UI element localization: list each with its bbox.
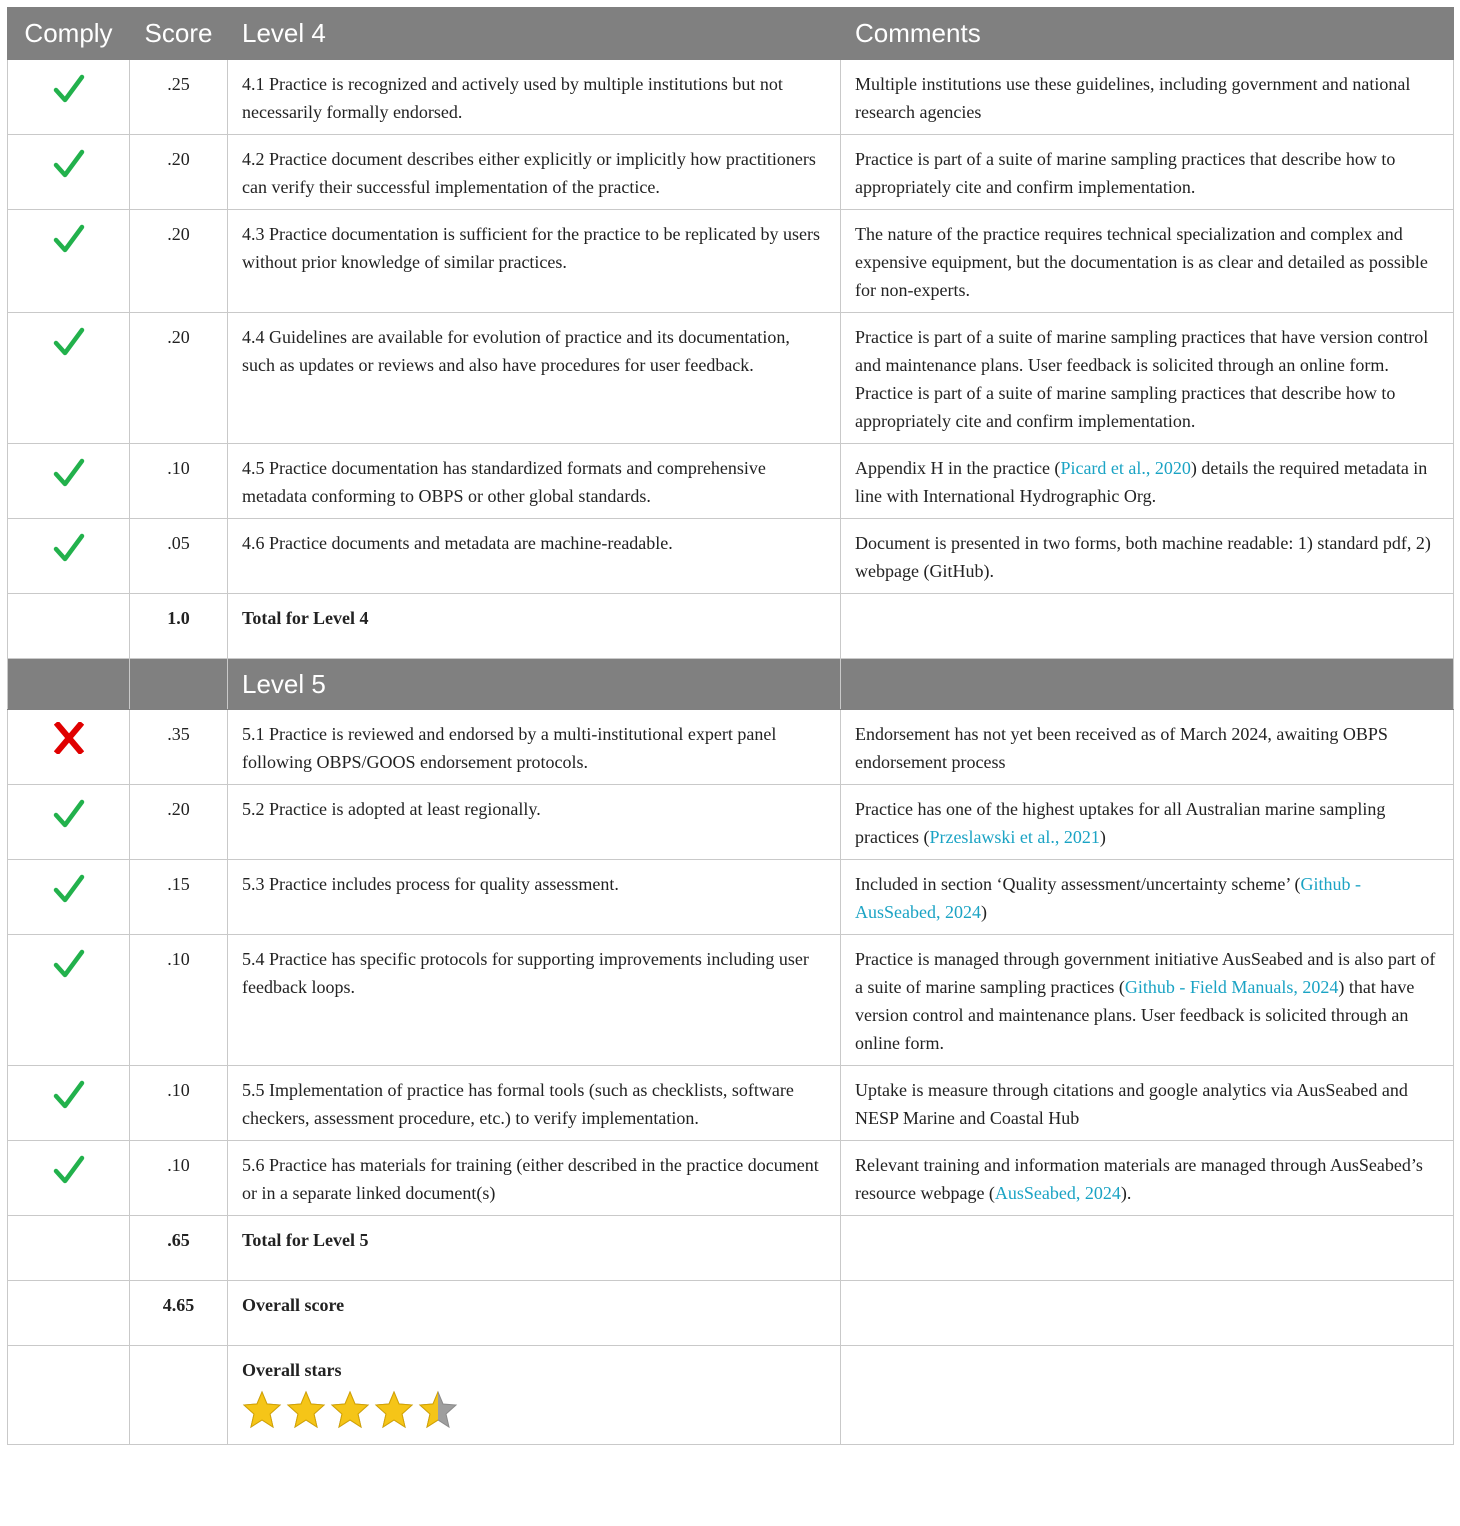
comply-cell [8,444,130,519]
comply-cell [8,210,130,313]
comment-cell [841,1066,1454,1141]
star-rating [242,1390,826,1436]
empty-cell [130,1346,228,1445]
header-level-4: Level 4 [228,8,841,60]
level-5-header-row [8,659,1454,710]
criterion-row [8,1066,1454,1141]
score-cell: .05 [130,519,228,594]
criterion-cell: 4.2 Practice document describes either explicitly or implicitly how practitioners can verify their successful implementation of the practice. [228,135,841,210]
comment-text: Appendix H in the practice ( [855,458,1061,478]
total-label: Overall score [228,1281,841,1346]
star-full-icon [242,1390,282,1430]
comment-text: Practice has one of the highest uptakes for all Australian marine sampling practices ( [855,799,1386,847]
stars-cell [228,1346,841,1445]
criterion-row [8,519,1454,594]
header-score: Score [130,8,228,60]
criterion-cell: 4.4 Guidelines are available for evolution of practice and its documentation, such as updates or reviews and also have procedures for user feedback. [228,313,841,444]
comply-cell [8,60,130,135]
check-icon [52,818,86,835]
total-label: Total for Level 4 [228,594,841,659]
star-full-icon [374,1390,414,1430]
criterion-row [8,135,1454,210]
check-icon [52,168,86,185]
star-full-icon [330,1390,370,1430]
stars-label: Overall stars [242,1360,342,1380]
criterion-row [8,60,1454,135]
header-row [8,8,1454,60]
overall-stars-row [8,1346,1454,1445]
citation-link[interactable]: Github - AusSeabed, 2024 [855,874,1362,922]
comment-text: Practice is part of a suite of marine sampling practices that describe how to appropriately cite and confirm implementation. [855,383,1396,431]
criterion-row [8,313,1454,444]
star-half-icon [418,1390,458,1430]
empty-cell [8,659,130,710]
header-comply: Comply [8,8,130,60]
criterion-cell: 5.4 Practice has specific protocols for supporting improvements including user feedback loops. [228,935,841,1066]
comply-cell [8,1141,130,1216]
empty-cell [8,1346,130,1445]
comment-cell [841,860,1454,935]
citation-link[interactable]: Przeslawski et al., 2021 [929,827,1100,847]
check-icon [52,243,86,260]
score-cell: .15 [130,860,228,935]
overall-score-row [8,1281,1454,1346]
total-score: 4.65 [130,1281,228,1346]
assessment-table [7,7,1454,1445]
star-full-icon [286,1390,326,1430]
criterion-row [8,210,1454,313]
comment-text: Practice is part of a suite of marine sampling practices that have version control and maintenance plans. User feedback is solicited through an online form. [855,327,1429,375]
comment-cell [841,710,1454,785]
comment-text: ). [1120,1183,1132,1203]
comment-text: ) details the required metadata in line with International Hydrographic Org. [855,458,1428,506]
header-comments: Comments [841,8,1454,60]
comply-cell [8,860,130,935]
empty-cell [841,659,1454,710]
comment-text: ) [980,902,987,922]
score-cell: .10 [130,1141,228,1216]
score-cell: .35 [130,710,228,785]
comply-cell [8,710,130,785]
empty-cell [841,1346,1454,1445]
score-cell: .20 [130,313,228,444]
comment-cell [841,313,1454,444]
total-score: .65 [130,1216,228,1281]
comment-text: Endorsement has not yet been received as of March 2024, awaiting OBPS endorsement process [855,724,1388,772]
criterion-cell: 5.2 Practice is adopted at least regionally. [228,785,841,860]
criterion-row [8,935,1454,1066]
check-icon [52,552,86,569]
criterion-cell: 5.5 Implementation of practice has formal tools (such as checklists, software checkers, assessment procedure, etc.) to verify implementation. [228,1066,841,1141]
criterion-row [8,860,1454,935]
comment-text: Multiple institutions use these guidelines, including government and national research agencies [855,74,1411,122]
score-cell: .20 [130,210,228,313]
empty-cell [8,1216,130,1281]
criterion-row [8,785,1454,860]
check-icon [52,968,86,985]
comment-cell [841,785,1454,860]
comment-cell [841,519,1454,594]
check-icon [52,93,86,110]
comment-text: Included in section ‘Quality assessment/uncertainty scheme’ ( [855,874,1301,894]
criterion-cell: 4.1 Practice is recognized and actively used by multiple institutions but not necessarily formally endorsed. [228,60,841,135]
total-score: 1.0 [130,594,228,659]
comment-text: Document is presented in two forms, both machine readable: 1) standard pdf, 2) webpage (GitHub). [855,533,1431,581]
score-cell: .10 [130,935,228,1066]
comment-text: Practice is managed through government initiative AusSeabed and is also part of a suite of marine sampling practices ( [855,949,1436,997]
comment-text: ) that have version control and maintenance plans. User feedback is solicited through an online form. [855,977,1415,1053]
citation-link[interactable]: Github - Field Manuals, 2024 [1124,977,1339,997]
comment-cell [841,135,1454,210]
comment-cell [841,210,1454,313]
comply-cell [8,785,130,860]
criterion-row [8,444,1454,519]
empty-cell [841,594,1454,659]
criterion-row [8,710,1454,785]
comment-text: ) [1099,827,1106,847]
citation-link[interactable]: Picard et al., 2020 [1060,458,1191,478]
empty-cell [8,594,130,659]
cross-icon [54,741,84,758]
total-level-4-row [8,594,1454,659]
comment-cell [841,935,1454,1066]
comply-cell [8,313,130,444]
comment-text: Uptake is measure through citations and google analytics via AusSeabed and NESP Marine and Coastal Hub [855,1080,1408,1128]
check-icon [52,893,86,910]
score-cell: .10 [130,444,228,519]
score-cell: .20 [130,785,228,860]
score-cell: .10 [130,1066,228,1141]
criterion-cell: 4.6 Practice documents and metadata are machine-readable. [228,519,841,594]
comment-cell [841,444,1454,519]
score-cell: .25 [130,60,228,135]
check-icon [52,1099,86,1116]
total-label: Total for Level 5 [228,1216,841,1281]
check-icon [52,346,86,363]
score-cell: .20 [130,135,228,210]
comply-cell [8,1066,130,1141]
empty-cell [841,1281,1454,1346]
total-level-5-row [8,1216,1454,1281]
citation-link[interactable]: AusSeabed, 2024 [994,1183,1121,1203]
criterion-cell: 4.5 Practice documentation has standardized formats and comprehensive metadata conforming to OBPS or other global standards. [228,444,841,519]
criterion-cell: 5.1 Practice is reviewed and endorsed by a multi-institutional expert panel following OBPS/GOOS endorsement protocols. [228,710,841,785]
comment-cell [841,60,1454,135]
empty-cell [841,1216,1454,1281]
comply-cell [8,135,130,210]
comment-text: The nature of the practice requires technical specialization and complex and expensive equipment, but the documentation is as clear and detailed as possible for non-experts. [855,224,1428,300]
comment-text: Practice is part of a suite of marine sampling practices that describe how to appropriately cite and confirm implementation. [855,149,1396,197]
header-level-5: Level 5 [228,659,841,710]
check-icon [52,1174,86,1191]
criterion-cell: 5.6 Practice has materials for training (either described in the practice document or in a separate linked document(s) [228,1141,841,1216]
comply-cell [8,935,130,1066]
comment-cell [841,1141,1454,1216]
criterion-row [8,1141,1454,1216]
criterion-cell: 5.3 Practice includes process for quality assessment. [228,860,841,935]
empty-cell [130,659,228,710]
comment-text: Relevant training and information materials are managed through AusSeabed’s resource webpage ( [855,1155,1423,1203]
check-icon [52,477,86,494]
criterion-cell: 4.3 Practice documentation is sufficient for the practice to be replicated by users without prior knowledge of similar practices. [228,210,841,313]
empty-cell [8,1281,130,1346]
comply-cell [8,519,130,594]
